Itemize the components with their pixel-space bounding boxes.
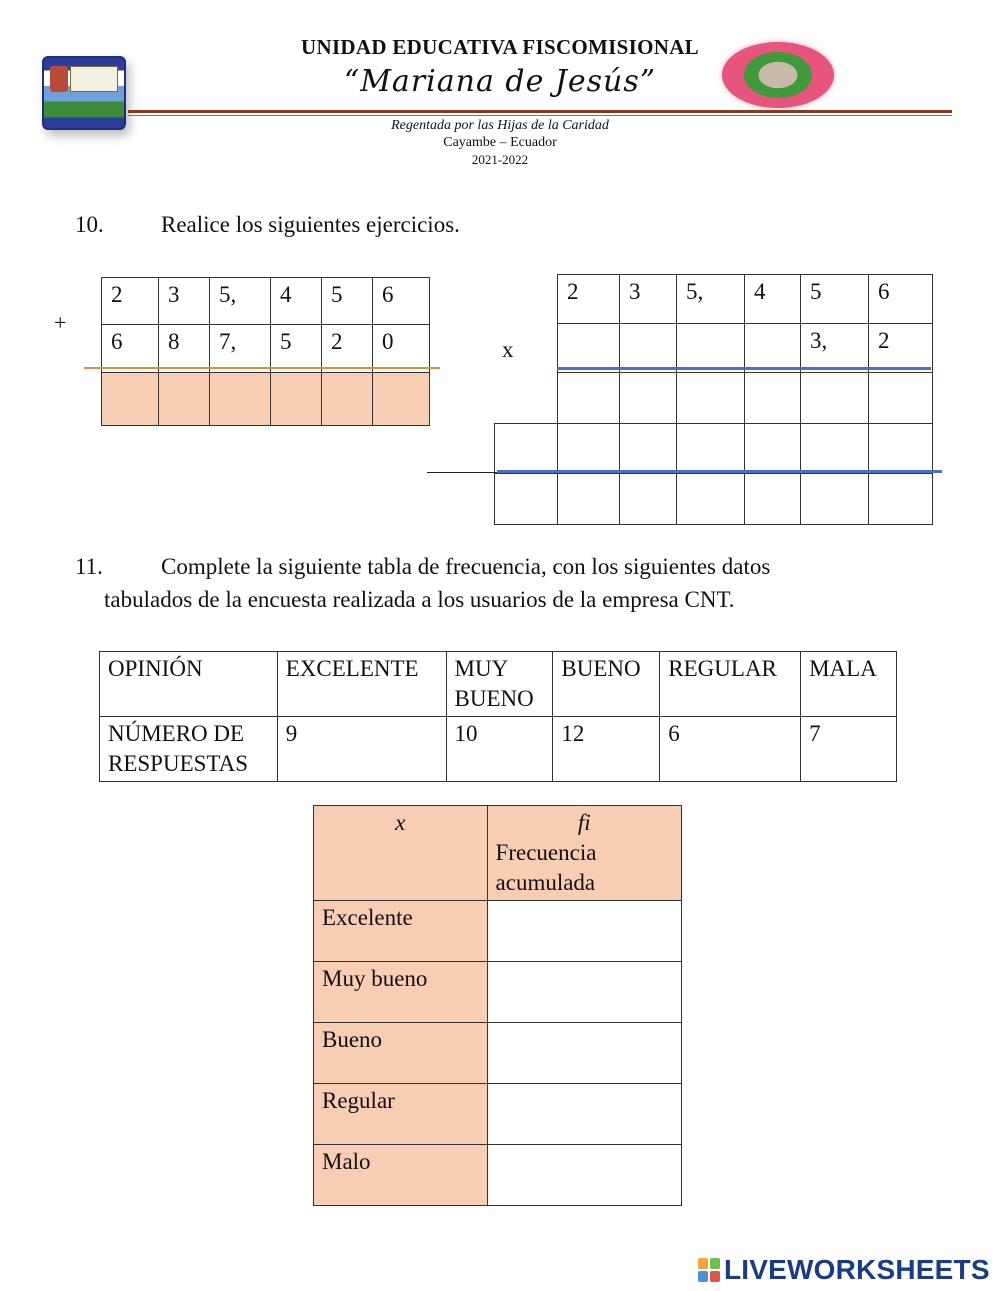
mult-cell xyxy=(558,324,620,373)
mult-cell: 3, xyxy=(801,324,869,373)
answer-input-cell[interactable] xyxy=(487,1084,681,1145)
addition-grid xyxy=(101,277,430,426)
liveworksheets-brand: LIVEWORKSHEETS xyxy=(724,1254,990,1285)
mult-cell: 6 xyxy=(869,275,933,324)
answer-input-cell[interactable] xyxy=(159,373,210,426)
answer-input-cell[interactable] xyxy=(677,474,745,525)
value-cell: 6 xyxy=(660,717,801,782)
add-cell: 5 xyxy=(271,325,322,373)
times-operator: x xyxy=(502,337,514,362)
cumulative-header-row xyxy=(314,806,682,901)
value-cell: 7 xyxy=(801,717,897,782)
row-label-malo: Malo xyxy=(314,1145,488,1206)
mult-cell xyxy=(745,324,801,373)
answer-input-cell[interactable] xyxy=(620,424,677,474)
header-fi-cell xyxy=(487,806,681,901)
answer-input-cell[interactable] xyxy=(677,424,745,474)
answer-input-cell[interactable] xyxy=(677,373,745,424)
q11-prompt-line2: tabulados de la encuesta realizada a los usuarios de la empresa CNT. xyxy=(104,587,735,612)
cumulative-row xyxy=(314,901,682,962)
cumulative-row xyxy=(314,1023,682,1084)
add-cell: 7, xyxy=(210,325,271,373)
mult-cell xyxy=(620,324,677,373)
answer-input-cell[interactable] xyxy=(487,962,681,1023)
answer-input-cell[interactable] xyxy=(801,424,869,474)
school-subtitle: Regentada por las Hijas de la Caridad xyxy=(391,118,609,133)
row-label-muy-bueno: Muy bueno xyxy=(314,962,488,1023)
mult-partial-row-1 xyxy=(495,373,933,424)
answer-input-cell[interactable] xyxy=(869,424,933,474)
value-cell: 9 xyxy=(277,717,446,782)
row-label-regular: Regular xyxy=(314,1084,488,1145)
answer-input-cell[interactable] xyxy=(373,373,430,426)
answer-input-cell[interactable] xyxy=(487,1145,681,1206)
header-bueno: BUENO xyxy=(553,652,660,717)
answer-input-cell[interactable] xyxy=(801,474,869,525)
cumulative-row xyxy=(314,962,682,1023)
mult-cell: 3 xyxy=(620,275,677,324)
add-cell: 2 xyxy=(322,325,373,373)
cumulative-row xyxy=(314,1145,682,1206)
answer-input-cell[interactable] xyxy=(620,474,677,525)
multiplication-grid xyxy=(494,274,933,525)
answer-input-cell[interactable] xyxy=(558,424,620,474)
mult-sum-line-left xyxy=(427,472,497,473)
survey-values-row xyxy=(100,717,897,782)
mult-cell xyxy=(677,324,745,373)
q11-number: 11. xyxy=(75,554,103,579)
answer-input-cell[interactable] xyxy=(869,474,933,525)
liveworksheets-logo-icon xyxy=(698,1258,720,1282)
answer-input-cell[interactable] xyxy=(495,474,558,525)
plus-operator: + xyxy=(54,310,67,335)
addition-answer-row xyxy=(102,373,430,426)
answer-input-cell[interactable] xyxy=(487,1023,681,1084)
school-name: UNIDAD EDUCATIVA FISCOMISIONAL xyxy=(301,35,699,59)
add-cell: 0 xyxy=(373,325,430,373)
answer-input-cell[interactable] xyxy=(620,373,677,424)
add-cell: 3 xyxy=(159,278,210,325)
answer-input-cell[interactable] xyxy=(558,474,620,525)
row-label-respuestas: NÚMERO DE RESPUESTAS xyxy=(100,717,278,782)
mult-cell: 4 xyxy=(745,275,801,324)
empty-space xyxy=(495,373,558,424)
add-cell: 6 xyxy=(102,325,159,373)
answer-input-cell[interactable] xyxy=(322,373,373,426)
value-cell: 10 xyxy=(446,717,553,782)
answer-input-cell[interactable] xyxy=(210,373,271,426)
answer-input-cell[interactable] xyxy=(745,474,801,525)
q11-prompt-line1: Complete la siguiente tabla de frecuencia, con los siguientes datos xyxy=(161,554,771,579)
school-year: 2021-2022 xyxy=(471,152,529,167)
add-cell: 8 xyxy=(159,325,210,373)
empty-space xyxy=(495,275,558,324)
mult-cell: 2 xyxy=(558,275,620,324)
header-frecuencia-acumulada: Frecuencia acumulada xyxy=(495,840,597,895)
row-label-excelente: Excelente xyxy=(314,901,488,962)
mult-cell: 2 xyxy=(869,324,933,373)
answer-input-cell[interactable] xyxy=(102,373,159,426)
header-opinion: OPINIÓN xyxy=(100,652,278,717)
survey-header-row xyxy=(100,652,897,717)
mult-result-row xyxy=(495,474,933,525)
mult-row-1 xyxy=(495,275,933,324)
header-regular: REGULAR xyxy=(660,652,801,717)
header-divider xyxy=(128,110,952,113)
answer-input-cell[interactable] xyxy=(495,424,558,474)
add-cell: 5 xyxy=(322,278,373,325)
school-location: Cayambe – Ecuador xyxy=(443,135,557,150)
header-mala: MALA xyxy=(801,652,897,717)
mult-partial-row-2 xyxy=(495,424,933,474)
q10-number: 10. xyxy=(75,212,104,237)
add-cell: 2 xyxy=(102,278,159,325)
answer-input-cell[interactable] xyxy=(801,373,869,424)
row-label-bueno: Bueno xyxy=(314,1023,488,1084)
mult-cell: 5, xyxy=(677,275,745,324)
header-muy-bueno: MUY BUENO xyxy=(446,652,553,717)
mult-cell: 5 xyxy=(801,275,869,324)
school-name-script: “Mariana de Jesús” xyxy=(343,64,657,99)
add-cell: 5, xyxy=(210,278,271,325)
value-cell: 12 xyxy=(553,717,660,782)
header-excelente: EXCELENTE xyxy=(277,652,446,717)
answer-input-cell[interactable] xyxy=(745,424,801,474)
empty-space xyxy=(495,324,558,373)
header-fi-symbol: fi xyxy=(577,810,591,835)
answer-input-cell[interactable] xyxy=(745,373,801,424)
addition-sum-line xyxy=(84,367,440,369)
answer-input-cell[interactable] xyxy=(487,901,681,962)
header-divider-thin xyxy=(128,115,952,116)
mult-product-line xyxy=(557,367,931,370)
addition-row-1 xyxy=(102,278,430,325)
add-cell: 4 xyxy=(271,278,322,325)
addition-row-2 xyxy=(102,325,430,373)
add-cell: 6 xyxy=(373,278,430,325)
answer-input-cell[interactable] xyxy=(869,373,933,424)
answer-input-cell[interactable] xyxy=(271,373,322,426)
mult-sum-line xyxy=(497,470,942,473)
mult-row-2 xyxy=(495,324,933,373)
cumulative-row xyxy=(314,1084,682,1145)
survey-data-table xyxy=(99,651,897,782)
cumulative-frequency-table xyxy=(313,805,682,1206)
header-x: x xyxy=(314,806,488,901)
answer-input-cell[interactable] xyxy=(558,373,620,424)
q10-prompt: Realice los siguientes ejercicios. xyxy=(161,212,460,237)
